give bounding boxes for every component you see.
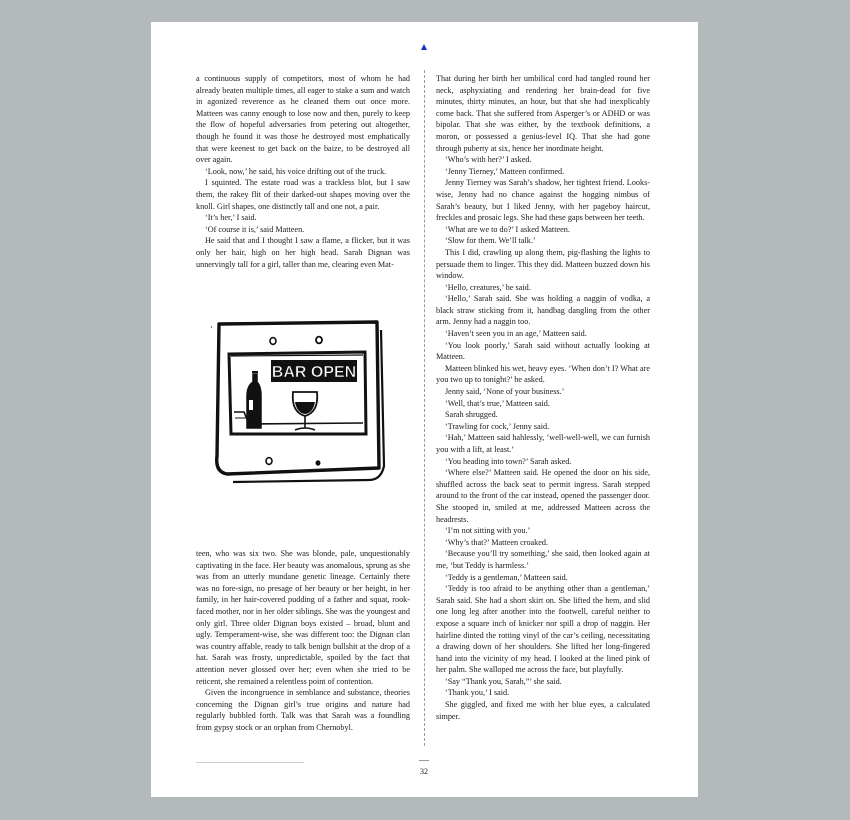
paragraph: teen, who was six two. She was blonde, pale, unquestionably captivating in the face. Her beauty was anomalous, sprung as she was from an utterly mundane genetic lineage. Certainly there was no fore-sign, no presage of her beauty or her height, in her family, in her hair-covered pudding of a father and squat, rook-faced mother, nor in her older siblings. She was the youngest and only girl. Three older Dignan boys existed – broad, blunt and ugly. Temperament-wise, she was different too: the Dignan clan was country affable, ready to talk benign bullshit at the drop of a hat. Sarah was frosty, unpredictable, spoiled by the fact that attention never glossed over her; even when she tried to be reticent, she remained a relentless point of contention. <box>196 549 410 686</box>
paragraph: a continuous supply of competitors, most of whom he had already beaten multiple times, all eager to stake a sum and watch in agonized reverence as he cleaned them out once more. Matteen was canny enough to lose now and then, purely to keep the flow of hopeful adversaries from petering out altogether, though he found it was those he destroyed most emphatically that were keenest to get back on the baize, to be destroyed all over again. <box>196 74 410 165</box>
page-number-rule <box>419 760 429 761</box>
paragraph: ‘Hah,’ Matteen said hahlessly, ‘well-well-well, we can furnish you with a lift, at least.’ <box>436 433 650 454</box>
paragraph: Jenny Tierney was Sarah’s shadow, her tightest friend. Looks-wise, Jenny had no chance against the hogging nimbus of Sarah’s beauty, but I liked Jenny, with her pageboy haircut, freckles and prosaic legs. She had these gaps between her teeth. <box>436 178 650 223</box>
paragraph: ‘Who’s with her?’ I asked. <box>445 155 532 165</box>
paragraph: That during her birth her umbilical cord had tangled round her neck, asphyxiating and rendering her brain-dead for five minutes, thirty minutes, an hour, but that she had inexplicably come back. That she suffered from Asperger’s or ADHD or was bipolar. That she was either, by the textbook definitions, a moron, or possessed a genius-level IQ. That she had gone through puberty at six, hence her inordinate height. <box>436 74 650 153</box>
paragraph: ‘What are we to do?’ I asked Matteen. <box>445 224 570 234</box>
paragraph: ‘Say “Thank you, Sarah,”’ she said. <box>445 676 562 686</box>
paragraph: ‘I’m not sitting with you.’ <box>445 526 531 536</box>
paragraph: ‘Of course it is,’ said Matteen. <box>205 224 305 234</box>
paragraph: ‘It’s her,’ I said. <box>205 213 257 223</box>
book-page <box>151 22 698 797</box>
paragraph: ‘Trawling for cock,’ Jenny said. <box>445 421 550 431</box>
column-divider <box>424 70 425 746</box>
paragraph: Matteen blinked his wet, heavy eyes. ‘When don’t I? What are you two up to tonight?’ he asked. <box>436 363 650 385</box>
paragraph: I squinted. The estate road was a trackless blot, but I saw them, the rakey flit of their darked-out shapes moving over the knoll. Girl shapes, one distinctly tall and one not, a pair. <box>196 178 410 211</box>
paragraph: ‘You look poorly,’ Sarah said without actually looking at Matteen. <box>436 340 650 362</box>
paragraph: She giggled, and fixed me with her blue eyes, a calculated simper. <box>436 700 650 721</box>
paragraph: ‘Haven’t seen you in an age,’ Matteen said. <box>445 329 587 339</box>
paragraph: Sarah shrugged. <box>445 410 498 420</box>
bar-open-sign-illustration <box>209 316 387 494</box>
right-column <box>436 73 650 722</box>
footnote-rule <box>196 762 304 763</box>
paragraph: ‘Well, that’s true,’ Matteen said. <box>445 398 550 408</box>
page-top-marker <box>421 44 427 50</box>
paragraph: ‘Because you’ll try something,’ she said, then looked again at me, ‘but Teddy is harmless.’ <box>436 549 650 570</box>
paragraph: ‘Why’s that?’ Matteen croaked. <box>445 537 549 547</box>
paragraph: This I did, crawling up along them, pig-flashing the lights to persuade them to linger. This they did. Matteen buzzed down his window. <box>436 247 650 281</box>
paragraph: ‘Teddy is a gentleman,’ Matteen said. <box>445 572 568 582</box>
paragraph: ‘Thank you,’ I said. <box>445 688 510 698</box>
left-column-bottom <box>196 548 410 734</box>
paragraph: Jenny said, ‘None of your business.’ <box>445 387 565 397</box>
paragraph: ‘Hello,’ Sarah said. She was holding a naggin of vodka, a black straw sticking from it, handbag dangling from the other arm. Jenny had a naggin too. <box>436 294 650 327</box>
page-number: 32 <box>420 767 428 776</box>
paragraph: He said that and I thought I saw a flame, a flicker, but it was only her hair, high on her high head. Sarah Dignan was unnervingly tall for a girl, taller than me, clearing even Mat- <box>196 236 410 269</box>
paragraph: Given the incongruence in semblance and substance, theories concerning the Dignan girl’s true origins and nature had regularly bubbled forth. Talk was that Sarah was a foundling from gypsy stock or an orphan from Chernobyl. <box>196 688 410 732</box>
paragraph: ‘Look, now,’ he said, his voice drifting out of the truck. <box>205 166 387 176</box>
left-column-top <box>196 73 410 270</box>
paragraph: ‘Teddy is too afraid to be anything other than a gentleman,’ Sarah said. She had a short skirt on. She lifted the hem, and slid one long leg after another into the footwell, careful neither to expose a square inch of knicker nor spill a drop of naggin. Her hairline dinted the rotting vinyl of the car’s ceiling, necessitating a drawing down of her shoulders. She lifted her long-fingered hand into the vicinity of my head. I looked at the lined pink of her palm. She walloped me across the face, but playfully. <box>436 584 650 675</box>
paragraph: ‘Where else?’ Matteen said. He opened the door on his side, shuffled across the back seat to permit ingress. Sarah stepped around to the front of the car instead, opened the passenger door. She stooped in, smiled at me, addressed Matteen across the headrests. <box>436 468 650 524</box>
paragraph: ‘Hello, creatures,’ he said. <box>445 282 531 292</box>
paragraph: ‘Jenny Tierney,’ Matteen confirmed. <box>445 166 565 176</box>
sign-text: BAR OPEN <box>271 364 357 381</box>
paragraph: ‘Slow for them. We’ll talk.’ <box>445 236 536 246</box>
paragraph: ‘You heading into town?’ Sarah asked. <box>445 456 572 466</box>
